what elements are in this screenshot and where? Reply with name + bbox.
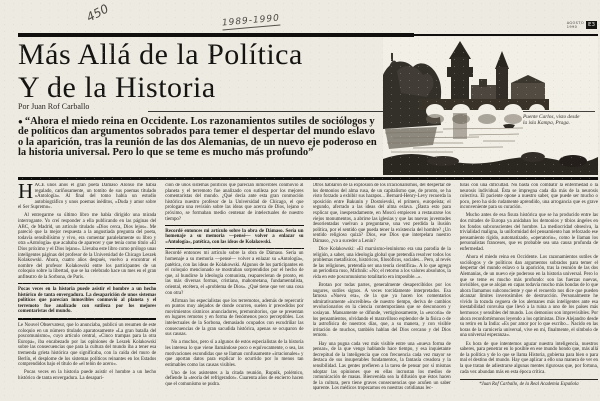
bullet-icon: ●: [18, 117, 23, 126]
body-paragraph: Mucho antes de esa fisura histórica que se ha producido entre las dos mitades de Europa ya anidaban los demonios y tibios ángeles en los fondos subconscientes del hombre. La mediocridad obsesiva, la trivialidad maligna, la uniformidad del pensamiento han reforzado ese pensamiento rígido, automatizado, «operatorio», como le llaman los personalistas franceses, que es probable sea una causa profunda de enfermedad.: [459, 213, 598, 253]
lede-text: “Ahora el miedo reina en Occidente. Los razonamientos sutiles de sociólogos y de políticos dan argumentos sobrados para temer el despertar del mundo eslavo o la aparición, tras la reunión de las dos Alemanias, de un nuevo eje poderoso en la historia universal. Pero lo que se teme es mucho más profundo”: [18, 116, 377, 158]
article-column-1: [18, 183, 156, 398]
body-paragraph: turas con una dificultad. No basta con combatir la enfermedad o la neurosis individual. Ésta se impregna cada día más de la neurosis colectiva. El paciente opone a nuestro saber, que puede ser mucho o poco, pero ha sido rudamente aprendido, una arrogancia que es grave inconveniente para su curación.: [459, 183, 598, 211]
page-title: [18, 38, 390, 104]
pull-quote: Pocas veces en la historia puede asistir el hombre a un hecho histórico de tanta envergadura. La desaparición de unos sistemas políticos que parecían inmovibles conmovió al planeta y el terremoto fue analizado con sutileza por los mejores comentaristas del mundo.: [18, 287, 157, 315]
body-paragraph: Otros hablaron de la explosión de los irracionalismos, del despertar de los demonios del alma rusa, de un capitalismo que, de pronto, se ha visto forzado a exhibir sus harapos... Bernard-Henry-Levy recuerda la oposición entre Bakunin y Dostoievski, el primero, europeísta; el segundo, aferrado a las ideas del alma eslava. ¿Basta esto para explicar que, inesperadamente, en Moscú empiecen a restaurarse los viejos monumentos, a abrirse las iglesias y que las nuevas juventudes desorientadas vuelvan a preguntarse, una vez perdida la ilusión política, por el sentido que pueda tener la existencia del hombre? ¿Un sentido religioso quizá? Dios, ese Dios que interpelara nuestro Dámaso, ¿va a suceder a Lenin?: [312, 183, 451, 244]
photo-caption: Puente Carlos, visto desde la isla Kampa, Praga.: [523, 111, 595, 126]
handwritten-price: 450: [84, 1, 111, 25]
body-paragraph: Pocas veces en la historia puede asistir el hombre a un hecho histórico de tanta envergadura. La desapari-: [18, 370, 157, 381]
top-rule-left: [18, 33, 414, 37]
pull-quote-rule-bottom: [18, 318, 156, 320]
headline-line-2: Y de la Historia: [18, 71, 216, 104]
body-paragraph: Recordé entonces mi artículo sobre la obra de Dámaso. Sería un homenaje a su memoria —pensé— volver a enlazar su «Antología», patética, con las ideas de Kolakowski. Algunos de los participantes en el coloquio mencionado se mostraban sorprendidos por el hecho de que, al hundirse la ideología comunista, reaparecieran de pronto, en las más diversas formas, cristiana, mahometana, fundamentalista, oriental, etcétera, el «problema de Dios». ¿Qué tiene que ver una cosa con otra?: [165, 251, 304, 296]
body-paragraph: Afirman los especialistas que los terremotos, además de repercutir en puntos muy alejados de donde ocurren, suelen ir precedidos por movimientos sísmicos anunciadores, premonitorios, que se presentan en lugares remotos y en forma de fenómenos poco perceptibles. Los intelectuales de la Sorbona, demasiado ocupados con escudriñar las consecuencias de la gran sacudida histórica, apenas se ocuparon de sus causas.: [165, 298, 304, 338]
footnote-text: *Juan Rof Carballo, de la Real Academia Española: [479, 382, 579, 388]
section-divider-rule: [18, 177, 598, 180]
body-paragraph: Es hora de que intentemos aguzar nuestra inteligencia, nuestros saberes, para penetrar en lo posible en ese mundo hondo que, más allá de la política y de lo que se llama Historia, gobierna para bien o para mal el destino del mundo. Hay que aplicar a ello una manera de ver en la que tratan de adiestrarse algunas mentes rigurosas que, por fortuna, cada vez abundan más en esta época crítica.: [459, 341, 598, 375]
pull-quote-rule-bottom: [165, 248, 303, 249]
lede-paragraph: [18, 117, 381, 158]
headline-line-1: Más Allá de la Política: [18, 38, 303, 71]
body-paragraph: Al entregarme su último libro me había dirigido una mirada interrogante. Yo creí responder a ella publicando en las páginas del ABC, de Madrid, un artículo titulado «Dios cerca, Dios lejos». Me pareció que la mejor respuesta a la angustiada pregunta del poeta, todavía sensibilísimo y vivo, era comentar paralelamente su libro y otra «Antología» que acababa de aparecer y que tenía como título «El Dios próximo y el Dios lejano». Llevaba este libro como prólogo unas inteligentes páginas del profesor de la Universidad de Chicago Leszek Kolakowski. Ahora, cuatro años después, vuelvo a encontrar el nombre del profesor Kolakowski entre los participantes de un coloquio sobre la libertad, que se ha celebrado hace un mes en el gran anfiteatro de la Sorbona, de París.: [18, 213, 157, 280]
author-footnote: [460, 379, 598, 388]
corner-stamp-box: E3: [588, 22, 595, 28]
body-paragraph: Uno de los asistentes a la citada reunión, Rupnik, polémico, defiende la «teoría del refrigerador». Cuarenta años de encierro hacen que el comunismo se pudra.: [165, 370, 304, 387]
prague-bridge-engraving-illustration: [383, 37, 598, 175]
drop-cap: H: [18, 183, 34, 203]
handwritten-years: 1989-1990: [221, 13, 281, 29]
body-paragraph: Hay una pugna cada vez más visible entre una «nueva forma de pensar», de la que vengo hablando hace tiempo, y esa inquietante decrepitud de la inteligencia que con frecuencia cada vez mayor se destaca de sus insuperables fundamentos, la fantasía creadora y la sensibilidad. Las gentes prefieren a la tarea de pensar por sí mismas adoptar las opiniones que en ellas incrustan los medios de comunicación de masas. Bienvenida sea la difusión que éstos hacen de la cultura, pero tiene graves consecuencias que acuñen un saber aparente. Los médicos tropezamos en nuestras cotidianas lec-: [312, 341, 451, 392]
body-paragraph: HACE unos años el gran poeta Dámaso Alonso me había regalado, cariñosamente, un tomito de sus poemas titulado «Antología». Al final del tomo había un estudio autobiográfico y unos poemas inéditos, «Duda y amor sobre el Ser Supremo».: [18, 183, 157, 211]
photo-engraving: [383, 37, 598, 175]
body-paragraph: Dice Kolakowski: «El marxismo-leninismo era una parodia de la religión, a saber, una ideología global que pretendía resolver todos los problemas metafísicos, históricos, filosóficos, sociales... Pero, al revés de las religiones, pretendía ser una teoría científica». A lo que agrega un periodista ruso, Michnik: «No; el retorno a los valores absolutos, la vida en este poscomunismo totalitario era imposible...».: [312, 247, 451, 280]
body-paragraph: ción de unos sistemas políticos que parecían inmovibles conmovió al planeta y el terremoto fue analizado con sutileza por los mejores comentaristas del mundo. ¿Qué decía ante esta gran conmoción histórica nuestro profesor de la Universidad de Chicago, el que prologara una revisión sobre las ideas que acerca de Dios, lejano o próximo, se formaban medio centenar de intelectuales de nuestro tiempo?: [165, 183, 304, 222]
body-paragraph: Le Nouvel Observateur, que lo anunciaba, publicó un resumen de este coloquio en un número titulado aparatosamente «La gran batalla del poscomunismo», cuyo artículo central, «Cinco trampas para la otra Europa», iba encabezado por las opiniones de Leszek Kolakowski sobre las consecuencias que para la cultura del mundo iba a tener esa tremenda grieta histórica que significaba, con la caída del muro de Berlín, el desplome de los sistemas políticos reinantes en los Estados comprendidos bajo el título de «el telón de acero».: [18, 323, 157, 368]
pull-quote: Recordé entonces mi artículo sobre la obra de Dámaso. Sería un homenaje a su memoria —pensé— volver a enlazar su «Antología», patética, con las ideas de Kolakowski.: [165, 228, 304, 245]
top-rule-right: [414, 34, 598, 36]
corner-stamp: [567, 21, 597, 29]
byline-rule: [148, 111, 388, 112]
article-column-4: [460, 183, 598, 398]
article-column-2: [165, 183, 303, 398]
body-paragraph: Brotan por todas partes, generalmente desapercibidos por los augures, sutiles signos. A veces torcidamente interpretados. Esa famosa «Nueva era», de la que ya hacen los comentarios admirativamente «increíbles» de nuestro tiempo, deriva de cambios revolucionarios en la ciencia contemporánea que se desconocen y soslayan. Mansamente se difunde, vertiginosamente, la «escoria» de los pensamientos, olvidando el maravilloso esplendor de la física o de la astrofísica de nuestros días, que, a su manera, y con visible irritación de muchos, también hablan del Dios cercano y del Dios remoto.: [312, 283, 451, 339]
body-paragraph: Ahora el miedo reina en Occidente. Los razonamientos sutiles de sociólogos y de políticos dan argumentos sobrados para temer el despertar del mundo eslavo o la aparición, tras la reunión de las dos Alemanias, de un nuevo eje poderoso en la historia universal. Pero lo que se teme es mucho más profundo: son las fuerzas nuevas, invisibles, que se alojan en capas todavía mucho más hondas de lo que ahora llamamos subconsciente y que el recuerdo nos dice que pueden alcanzar límites inverosímiles de destrucción. Personalmente he vivido la tozuda ceguera de los alemanes más inteligentes ante esa inestabilidad convulsa que llevó a la ruina a uno de los países más hermosos y sensibles del mundo. Los demonios son imprevisibles. Por ahora reconfortémonos leyendo a los optimistas. Dice Alejandro desde su retiro en la India: «Es por amor por lo que escribo... Nacido en las horas de la carnicería universal, vive en mí, finalmente, el símbolo de una universal esperanza».: [459, 255, 598, 339]
pull-quote-rule-top: [18, 283, 156, 284]
footnote-rule: [460, 379, 598, 380]
pull-quote-rule-top: [165, 225, 303, 226]
article-column-3: [313, 183, 451, 398]
corner-stamp-text: AGOSTO 1990: [566, 21, 585, 29]
article-body: [18, 183, 598, 398]
body-paragraph: No a muchos, pero sí a algunos de estos especialistas de la historia les interesa lo que viene llamándose poco o equívocamente, o sea, las motivaciones escondidas que se llaman confusamente «irracionales» y que aportan datos para explicar lo ocurrido por lo menos tan estimables como las causas visibles.: [165, 340, 304, 368]
byline: Por Juan Rof Carballo: [18, 102, 90, 111]
